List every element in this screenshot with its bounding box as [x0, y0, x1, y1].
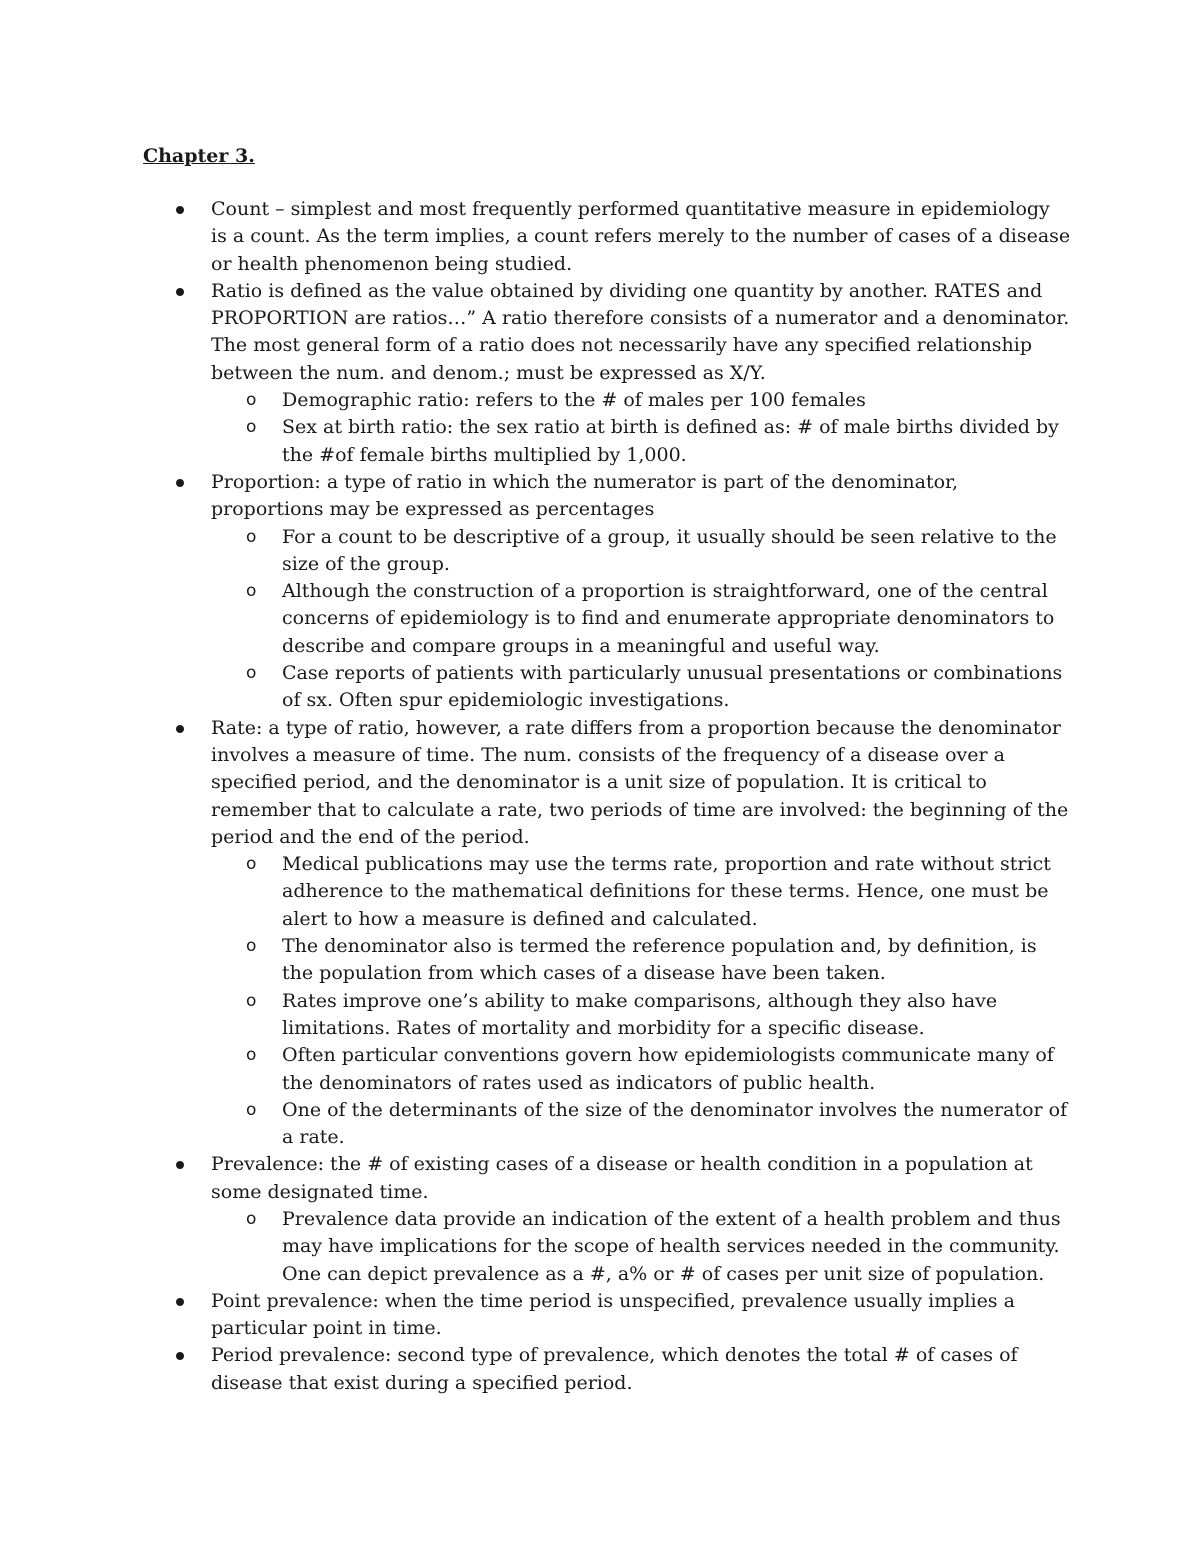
hollow-bullet-icon: o	[246, 990, 257, 1011]
list-item-text: Ratio is defined as the value obtained by dividing one quantity by another. RATES and PROPORTION are ratios…” A ratio therefore consists of a numerator and a denominator. The most general form of a ratio does not necessarily have any specified relationship between the num. and denom.; must be expressed as X/Y.	[211, 279, 1070, 384]
sub-list	[211, 387, 1071, 469]
page-title: Chapter 3.	[143, 145, 255, 167]
sub-list-item-text: One of the determinants of the size of the denominator involves the numerator of a rate.	[282, 1098, 1068, 1149]
sub-list-item	[246, 578, 1072, 660]
sub-list-item-text: The denominator also is termed the reference population and, by definition, is the population from which cases of a disease have been taken.	[282, 935, 1037, 985]
bullet-dot-icon	[176, 1298, 184, 1306]
list-item	[0, 278, 1071, 469]
sub-list-item	[246, 524, 1072, 579]
bullet-list	[0, 196, 1200, 1397]
sub-list-item	[246, 660, 1072, 715]
sub-list	[211, 524, 1071, 715]
hollow-bullet-icon: o	[246, 390, 257, 411]
sub-list-item-text: For a count to be descriptive of a group, it usually should be seen relative to the size of the group.	[282, 525, 1057, 575]
list-item	[0, 1151, 1071, 1287]
list-item-text: Point prevalence: when the time period is unspecified, prevalence usually implies a particular point in time.	[211, 1289, 1015, 1340]
list-item-text: Count – simplest and most frequently performed quantitative measure in epidemiology is a count. As the term implies, a count refers merely to the number of cases of a disease or health phenomenon being studied.	[211, 198, 1071, 275]
sub-list-item-text: Demographic ratio: refers to the # of males per 100 females	[282, 389, 866, 412]
sub-list-item-text: Often particular conventions govern how epidemiologists communicate many of the denominators of rates used as indicators of public health.	[282, 1044, 1054, 1094]
list-item-text: Period prevalence: second type of prevalence, which denotes the total # of cases of disease that exist during a specified period.	[211, 1344, 1018, 1394]
hollow-bullet-icon: o	[246, 663, 257, 684]
list-item-text: Rate: a type of ratio, however, a rate differs from a proportion because the denominator involves a measure of time. The num. consists of the frequency of a disease over a specified period, and the denominator is a unit size of population. It is critical to remember that to calculate a rate, two periods of time are involved: the beginning of the period and the end of the period.	[211, 716, 1069, 848]
hollow-bullet-icon: o	[246, 581, 257, 602]
bullet-dot-icon	[176, 206, 184, 214]
bullet-dot-icon	[176, 725, 184, 733]
list-item	[0, 1342, 1071, 1397]
hollow-bullet-icon: o	[246, 417, 257, 438]
list-item	[0, 196, 1071, 278]
sub-list-item	[246, 1042, 1072, 1097]
sub-list-item	[246, 851, 1072, 933]
sub-list-item	[246, 1097, 1072, 1152]
sub-list-item-text: Medical publications may use the terms rate, proportion and rate without strict adherence to the mathematical definitions for these terms. Hence, one must be alert to how a measure is defined and calculated.	[282, 853, 1051, 930]
hollow-bullet-icon: o	[246, 854, 257, 875]
sub-list-item	[246, 414, 1072, 469]
hollow-bullet-icon: o	[246, 1099, 257, 1120]
bullet-dot-icon	[176, 1161, 184, 1169]
hollow-bullet-icon: o	[246, 526, 257, 547]
bullet-dot-icon	[176, 479, 184, 487]
sub-list-item	[246, 988, 1072, 1043]
sub-list-item-text: Although the construction of a proportion is straightforward, one of the central concerns of epidemiology is to find and enumerate appropriate denominators to describe and compare groups in a meaningful and useful way.	[282, 580, 1055, 657]
list-item-text: Proportion: a type of ratio in which the numerator is part of the denominator, proportions may be expressed as percentages	[211, 470, 959, 521]
sub-list-item-text: Case reports of patients with particularly unusual presentations or combinations of sx. Often spur epidemiologic investigations.	[282, 662, 1063, 712]
bullet-dot-icon	[176, 288, 184, 296]
sub-list-item	[246, 387, 1072, 414]
list-item	[0, 469, 1071, 715]
hollow-bullet-icon: o	[246, 1045, 257, 1066]
sub-list-item	[246, 933, 1072, 988]
bullet-dot-icon	[176, 1352, 184, 1360]
sub-list-item-text: Sex at birth ratio: the sex ratio at birth is defined as: # of male births divided by the #of female births multiplied by 1,000.	[282, 416, 1059, 466]
list-item	[0, 1288, 1071, 1343]
sub-list	[211, 1206, 1071, 1288]
list-item-text: Prevalence: the # of existing cases of a disease or health condition in a population at some designated time.	[211, 1153, 1033, 1203]
hollow-bullet-icon: o	[246, 1208, 257, 1229]
sub-list	[211, 851, 1071, 1151]
sub-list-item-text: Prevalence data provide an indication of the extent of a health problem and thus may have implications for the scope of health services needed in the community. One can depict prevalence as a #, a% or # of cases per unit size of population.	[282, 1207, 1061, 1285]
hollow-bullet-icon: o	[246, 936, 257, 957]
list-item	[0, 715, 1071, 1152]
sub-list-item	[246, 1206, 1072, 1288]
sub-list-item-text: Rates improve one’s ability to make comparisons, although they also have limitations. Rates of mortality and morbidity for a specific disease.	[282, 989, 998, 1039]
